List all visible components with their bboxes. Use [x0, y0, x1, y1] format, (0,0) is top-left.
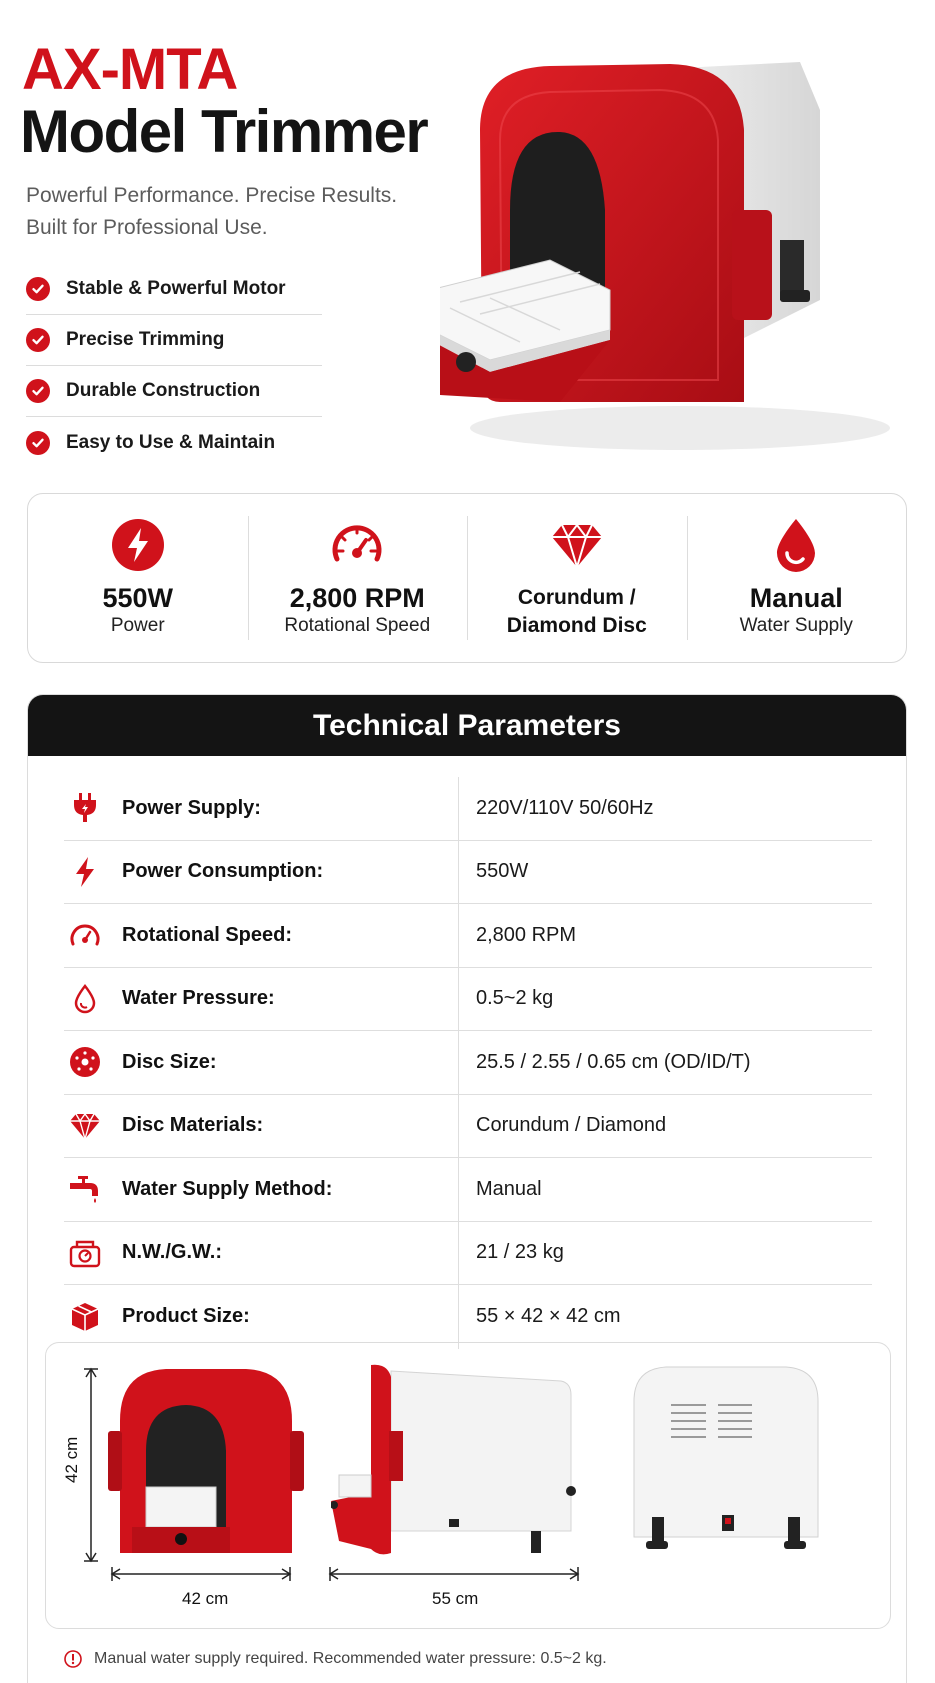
highlight-label: Rotational Speed — [284, 615, 431, 636]
speedometer-icon — [64, 914, 106, 956]
tech-header — [28, 695, 906, 756]
highlight-disc — [467, 494, 687, 662]
note-text: Manual water supply required. Recommended water pressure: 0.5~2 kg. — [94, 1650, 607, 1667]
param-label: Water Pressure: — [122, 987, 275, 1010]
highlight-speed — [248, 494, 468, 662]
check-icon — [26, 379, 50, 403]
column-divider — [458, 777, 459, 840]
disc-icon — [64, 1041, 106, 1083]
highlight-power — [28, 494, 248, 662]
feature-item — [26, 366, 322, 417]
front-view-image — [106, 1361, 306, 1561]
depth-dimension-label: 55 cm — [432, 1589, 479, 1608]
water-drop-icon — [64, 978, 106, 1020]
highlight-water — [687, 494, 907, 662]
highlight-label: Water Supply — [739, 615, 853, 636]
feature-label: Durable Construction — [66, 380, 261, 401]
back-view-image — [626, 1361, 826, 1561]
side-view-image — [331, 1361, 591, 1561]
table-row — [64, 968, 872, 1032]
highlight-value: 550W — [102, 583, 174, 613]
param-value: 55 × 42 × 42 cm — [476, 1305, 621, 1328]
column-divider — [458, 904, 459, 967]
param-label: Rotational Speed: — [122, 923, 293, 946]
highlight-value: Manual — [749, 583, 843, 613]
technical-parameters — [27, 694, 907, 1683]
column-divider — [458, 1285, 459, 1349]
check-icon — [26, 277, 50, 301]
tech-title: Technical Parameters — [313, 708, 621, 742]
dimension-views — [45, 1342, 891, 1629]
param-value: 0.5~2 kg — [476, 987, 554, 1010]
height-dimension-line — [84, 1367, 98, 1563]
plug-icon — [64, 787, 106, 829]
feature-label: Easy to Use & Maintain — [66, 431, 276, 453]
table-row — [64, 777, 872, 841]
brand-name: AX-MTA — [22, 37, 238, 102]
param-label: Power Consumption: — [122, 860, 324, 883]
highlight-value: 2,800 RPM — [289, 583, 425, 613]
diamond-icon — [548, 516, 606, 574]
column-divider — [458, 1158, 459, 1221]
depth-dimension-line — [328, 1567, 580, 1581]
param-value: 550W — [476, 860, 529, 883]
column-divider — [458, 968, 459, 1031]
param-value: Corundum / Diamond — [476, 1114, 667, 1137]
width-dimension-label: 42 cm — [182, 1589, 229, 1608]
table-row — [64, 1222, 872, 1286]
feature-item — [26, 264, 322, 315]
param-label: Power Supply: — [122, 796, 261, 819]
param-value: 25.5 / 2.55 / 0.65 cm (OD/ID/T) — [476, 1050, 751, 1073]
water-note — [64, 1650, 607, 1668]
height-dimension-label: 42 cm — [62, 1436, 81, 1483]
table-row — [64, 1031, 872, 1095]
param-label: Disc Size: — [122, 1050, 217, 1073]
column-divider — [458, 1222, 459, 1285]
table-row — [64, 1095, 872, 1159]
table-row — [64, 841, 872, 905]
param-value: 21 / 23 kg — [476, 1241, 564, 1264]
lightning-icon — [64, 851, 106, 893]
lightning-icon — [109, 516, 167, 574]
param-label: Disc Materials: — [122, 1114, 264, 1137]
speedometer-icon — [328, 516, 386, 574]
feature-label: Precise Trimming — [66, 329, 225, 350]
tagline — [26, 180, 397, 244]
param-value: Manual — [476, 1177, 542, 1200]
check-icon — [26, 431, 50, 455]
feature-item — [26, 417, 322, 468]
param-value: 220V/110V 50/60Hz — [476, 796, 654, 819]
param-label: N.W./G.W.: — [122, 1241, 222, 1264]
highlight-value: Corundum / Diamond Disc — [506, 586, 647, 637]
table-row — [64, 904, 872, 968]
width-dimension-line — [110, 1567, 292, 1581]
param-label: Water Supply Method: — [122, 1177, 333, 1200]
feature-label: Stable & Powerful Motor — [66, 278, 286, 299]
highlights-bar — [27, 493, 907, 663]
product-image — [440, 40, 920, 470]
feature-item — [26, 315, 322, 366]
hero-section — [0, 0, 935, 470]
tagline-line-1: Powerful Performance. Precise Results. — [26, 184, 398, 207]
box-icon — [64, 1296, 106, 1338]
highlight-label: Power — [110, 615, 165, 636]
scale-icon — [64, 1232, 106, 1274]
info-icon — [64, 1650, 82, 1668]
feature-list — [26, 264, 322, 468]
param-label: Product Size: — [122, 1305, 250, 1328]
diamond-icon — [64, 1105, 106, 1147]
column-divider — [458, 841, 459, 904]
param-table — [64, 777, 872, 1349]
table-row — [64, 1158, 872, 1222]
product-title: Model Trimmer — [20, 98, 428, 165]
column-divider — [458, 1031, 459, 1094]
table-row — [64, 1285, 872, 1349]
faucet-icon — [64, 1168, 106, 1210]
check-icon — [26, 328, 50, 352]
water-drop-icon — [767, 516, 825, 574]
column-divider — [458, 1095, 459, 1158]
tagline-line-2: Built for Professional Use. — [26, 216, 268, 239]
param-value: 2,800 RPM — [476, 923, 577, 946]
